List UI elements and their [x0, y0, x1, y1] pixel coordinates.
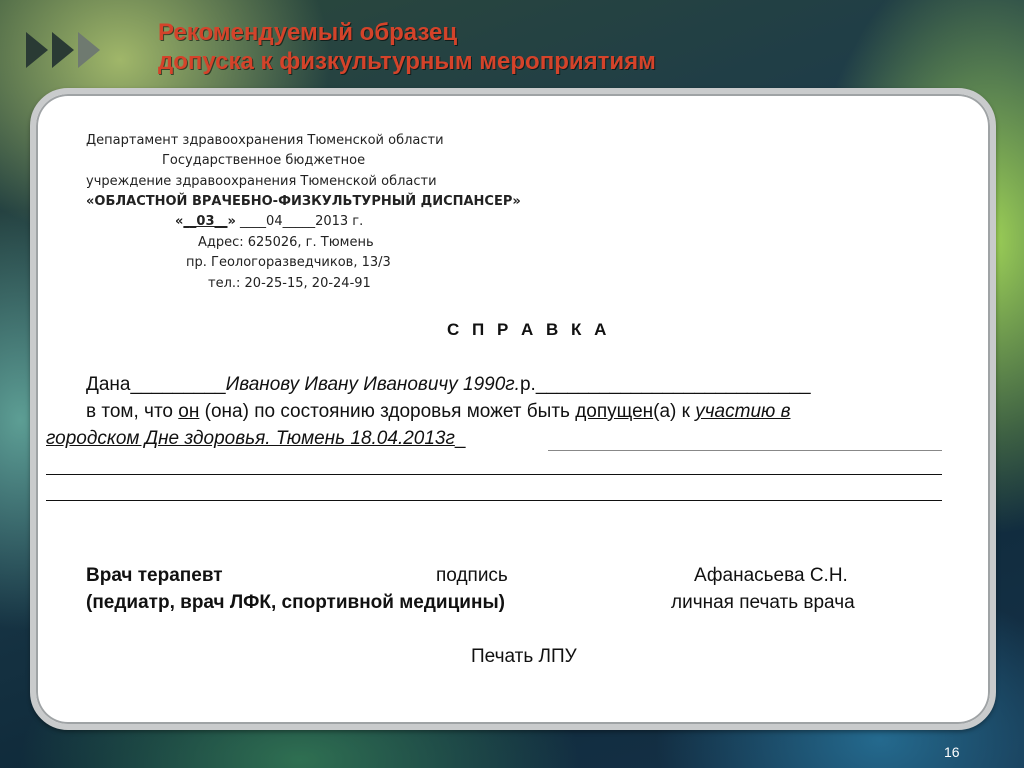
- event-part-1: участию в: [695, 401, 791, 422]
- personal-stamp-label: личная печать врача: [671, 592, 855, 613]
- arrow-icon: [52, 32, 74, 68]
- title-line-1: Рекомендуемый образец: [158, 19, 458, 46]
- blank-1: _________: [130, 374, 226, 395]
- signature-label: подпись: [436, 565, 508, 586]
- event-part-2: городском Дне здоровья. Тюмень 18.04.2013г: [46, 428, 455, 449]
- title-line-2: допуска к физкультурным мероприятиям: [158, 48, 656, 75]
- header-address: Адрес: 625026, г. Тюмень: [198, 235, 374, 250]
- blank-2: ____________________: [535, 374, 748, 395]
- header-department: Департамент здравоохранения Тюменской области: [86, 133, 444, 148]
- suffix-text: (а) к: [653, 401, 696, 422]
- date-close-quote: »: [227, 214, 236, 229]
- nav-arrows: [26, 32, 100, 68]
- doctor-title: Врач терапевт: [86, 565, 223, 586]
- blank-3: _: [454, 428, 466, 449]
- header-date: [175, 214, 363, 230]
- page-number: 16: [944, 744, 960, 760]
- pronoun: он: [178, 401, 200, 422]
- clinic-stamp-label: Печать ЛПУ: [471, 646, 577, 667]
- mid-text: (она) по состоянию здоровья может быть: [199, 401, 576, 422]
- admitted-word: допущен: [575, 401, 654, 422]
- header-dispensary: «ОБЛАСТНОЙ ВРАЧЕБНО-ФИЗКУЛЬТУРНЫЙ ДИСПАНСЕР»: [86, 194, 521, 209]
- issued-line: [86, 374, 811, 396]
- date-open-quote: «: [175, 214, 184, 229]
- certificate-heading: С П Р А В К А: [447, 320, 611, 339]
- blank-rule-2: [46, 500, 942, 501]
- blank-2b: ______: [747, 374, 811, 395]
- header-institution-type: Государственное бюджетное: [162, 153, 366, 168]
- admission-line: [86, 401, 791, 423]
- date-month: ____04_____: [240, 214, 316, 229]
- patient-name: Иванову Ивану Ивановичу 1990г.: [225, 374, 520, 395]
- arrow-icon: [78, 32, 100, 68]
- arrow-icon: [26, 32, 48, 68]
- that-label: в том, что: [86, 401, 179, 422]
- birth-suffix: р.: [519, 374, 536, 395]
- slide-title: [158, 18, 656, 76]
- doctor-name: Афанасьева С.Н.: [694, 565, 848, 586]
- issued-label: Дана: [86, 374, 131, 395]
- header-street: пр. Геологоразведчиков, 13/3: [186, 255, 391, 270]
- date-day: __03__: [183, 214, 228, 229]
- event-line: [46, 428, 465, 450]
- doctor-specialty: (педиатр, врач ЛФК, спортивной медицины): [86, 592, 506, 613]
- header-phone: тел.: 20-25-15, 20-24-91: [208, 276, 371, 291]
- date-year: 2013 г.: [315, 214, 364, 229]
- header-institution: учреждение здравоохранения Тюменской области: [86, 174, 437, 189]
- blank-rule-1: [46, 474, 942, 475]
- event-underline: [548, 450, 942, 451]
